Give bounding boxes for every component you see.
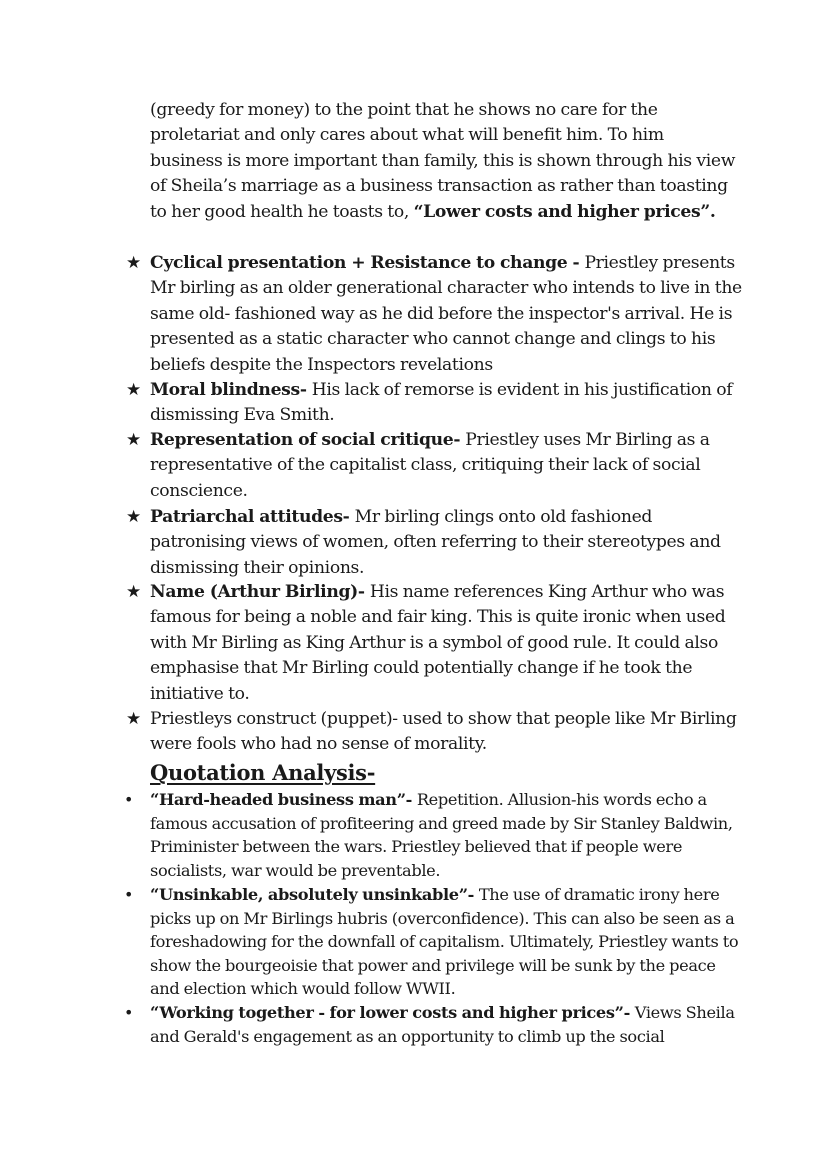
bullet-dot-icon: •	[124, 1003, 134, 1022]
star-icon: ★	[126, 430, 142, 450]
intro-bold-quote: “Lower costs and higher prices”.	[413, 201, 716, 222]
quote-item-unsinkable	[124, 883, 744, 1001]
quote-text: Views Sheila and Gerald's engagement as an opportunity to climb up the social	[150, 1003, 735, 1046]
quote-title: “Unsinkable, absolutely unsinkable”-	[150, 885, 479, 904]
bullet-text: Priestleys construct (puppet)- used to show that people like Mr Birling were fools who had no sense of morality.	[150, 709, 737, 755]
bullet-dot-icon: •	[124, 885, 134, 904]
intro-text: (greedy for money) to the point that he shows no care for the proletariat and only cares about what will benefit him. To him business is more important than family, this is shown through his view of Sheila’s marriage as a business transaction as rather than toasting to her good health he toasts to,	[150, 100, 736, 222]
bullet-text: His name references King Arthur who was famous for being a noble and fair king. This is quite ironic when used with Mr Birling as King Arthur is a symbol of good rule. It could also emphasise that Mr Birling could potentially change if he took the initiative to.	[150, 582, 726, 704]
star-icon: ★	[126, 380, 142, 400]
bullet-text: His lack of remorse is evident in his justification of dismissing Eva Smith.	[150, 380, 733, 426]
quote-text: The use of dramatic irony here picks up on Mr Birlings hubris (overconfidence). This can also be seen as a foreshadowing for the downfall of capitalism. Ultimately, Priestley wants to show the bourgeoisie that power and privilege will be sunk by the peace and election which would follow WWII.	[150, 885, 739, 999]
star-bullet-construct	[126, 707, 746, 758]
star-icon: ★	[126, 582, 142, 602]
star-bullet-name	[126, 580, 746, 707]
bullet-text: Priestley uses Mr Birling as a representative of the capitalist class, critiquing their lack of social conscience.	[150, 430, 710, 501]
quote-title: “Hard-headed business man”-	[150, 790, 417, 809]
quote-item-hard-headed	[124, 788, 744, 882]
quote-text: Repetition. Allusion-his words echo a famous accusation of profiteering and greed made by Sir Stanley Baldwin, Priminister between the wars. Priestley believed that if people were socialists, war would be preventable.	[150, 790, 733, 880]
intro-paragraph	[150, 98, 740, 225]
bullet-title: Name (Arthur Birling)-	[150, 582, 370, 602]
bullet-text: Priestley presents Mr birling as an older generational character who intends to live in the same old- fashioned way as he did before the inspector's arrival. He is presented as a static character who cannot change and clings to his beliefs despite the Inspectors revelations	[150, 253, 742, 375]
star-bullet-social-critique	[126, 428, 746, 504]
quotation-analysis-heading: Quotation Analysis-	[150, 760, 376, 785]
bullet-title: Moral blindness-	[150, 380, 312, 400]
star-bullet-patriarchal	[126, 505, 746, 581]
bullet-dot-icon: •	[124, 790, 134, 809]
quote-title: “Working together - for lower costs and higher prices”-	[150, 1003, 635, 1022]
star-bullet-moral-blindness	[126, 378, 746, 429]
quote-item-working-together	[124, 1001, 744, 1048]
bullet-title: Patriarchal attitudes-	[150, 507, 355, 527]
star-bullet-cyclical	[126, 251, 746, 378]
star-icon: ★	[126, 709, 142, 729]
star-icon: ★	[126, 253, 142, 273]
bullet-title: Representation of social critique-	[150, 430, 466, 450]
bullet-text: Mr birling clings onto old fashioned patronising views of women, often referring to their stereotypes and dismissing their opinions.	[150, 507, 721, 578]
bullet-title: Cyclical presentation + Resistance to change -	[150, 253, 585, 273]
star-icon: ★	[126, 507, 142, 527]
